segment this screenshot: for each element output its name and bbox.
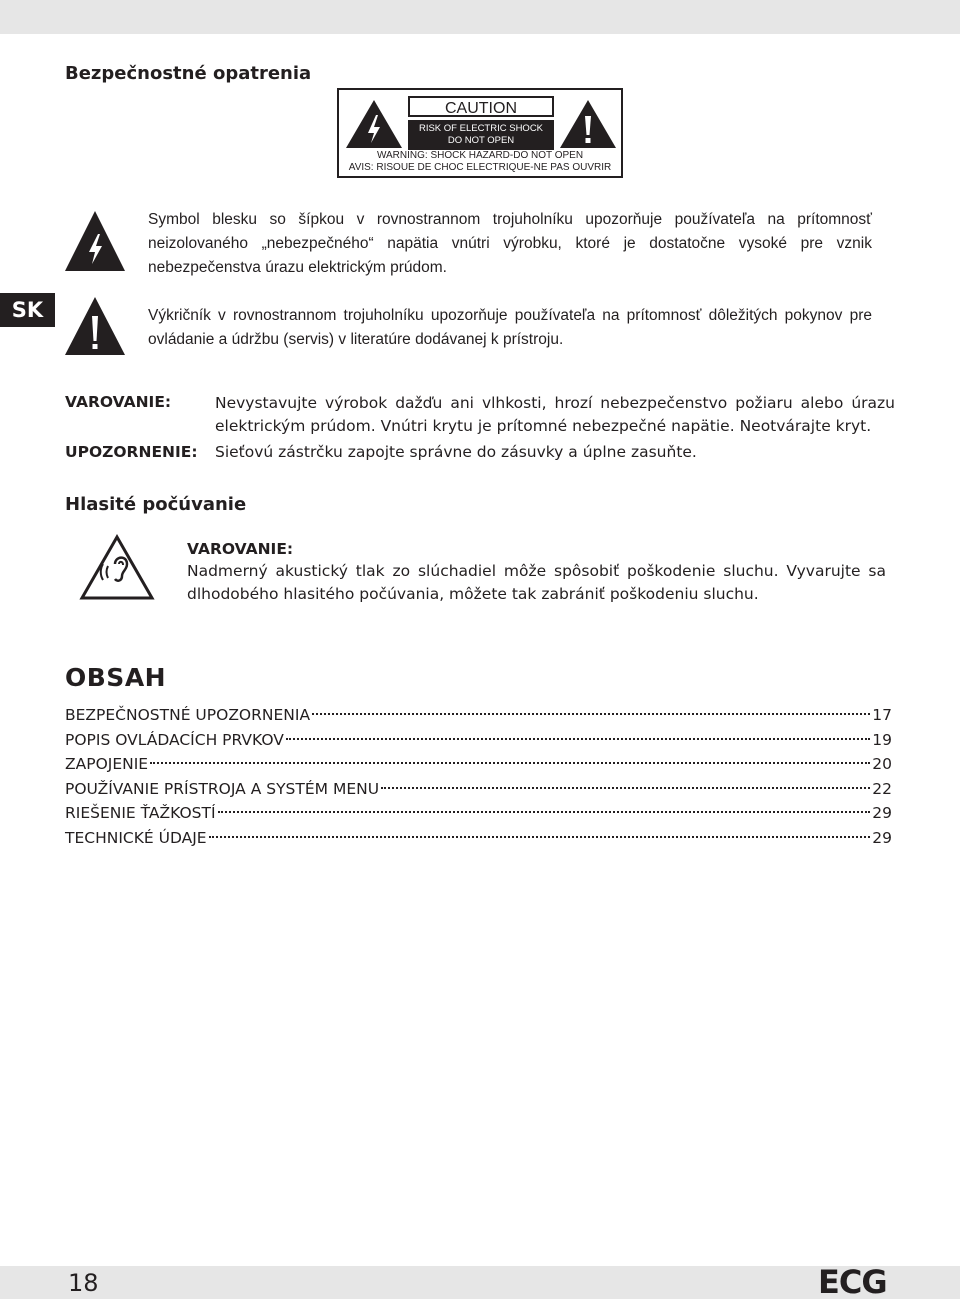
lightning-symbol-text: Symbol blesku so šípkou v rovnostrannom trojuholníku upozorňuje používateľa na prítomnosť neizolovaného „nebezpečného“ napätia vnútri výrobku, ktoré je dostatočne vysoké pre vznik nebezpečenstva úrazu elektrickým prúdom.: [148, 211, 872, 276]
varovanie-text: Nevystavujte výrobok dažďu ani vlhkosti, hrozí nebezpečenstvo požiaru alebo úrazu elektrickým prúdom. Vnútri krytu je prítomné nebezpečné napätie. Neotvárajte kryt.: [215, 394, 895, 435]
toc-leader-dots: [150, 762, 870, 764]
caution-risk-block: [408, 120, 554, 150]
toc-item-page: 29: [872, 828, 892, 847]
toc-item-page: 22: [872, 779, 892, 798]
toc-leader-dots: [209, 836, 871, 838]
toc-leader-dots: [218, 811, 871, 813]
listening-heading: Hlasité počúvanie: [65, 494, 247, 515]
exclamation-symbol-text: Výkričník v rovnostrannom trojuholníku upozorňuje používateľa na prítomnosť dôležitých pokynov pre ovládanie a údržbu (servis) v literatúre dodávanej k prístroju.: [148, 307, 872, 348]
toc-item[interactable]: [65, 728, 892, 753]
toc-leader-dots: [312, 713, 870, 715]
toc-item-label: POPIS OVLÁDACÍCH PRVKOV: [65, 730, 284, 749]
toc-leader-dots: [286, 738, 870, 740]
toc-item[interactable]: [65, 801, 892, 826]
caution-label: [337, 88, 623, 178]
caution-risk-line1: RISK OF ELECTRIC SHOCK: [418, 123, 544, 134]
caution-title: CAUTION: [408, 96, 554, 117]
caution-warning-text: [339, 150, 621, 174]
toc-item[interactable]: [65, 826, 892, 851]
page-number: 18: [68, 1269, 99, 1297]
toc-item-label: TECHNICKÉ ÚDAJE: [65, 828, 207, 847]
toc-item-label: BEZPEČNOSTNÉ UPOZORNENIA: [65, 706, 311, 724]
toc-item-page: 29: [872, 804, 892, 823]
caution-warning-line1: WARNING: SHOCK HAZARD-DO NOT OPEN: [376, 150, 584, 161]
toc-leader-dots: [381, 787, 870, 789]
brand-logo: ECG: [818, 1263, 887, 1301]
listening-warning-text: Nadmerný akustický tlak zo slúchadiel môže spôsobiť poškodenie sluchu. Vyvarujte sa dlhodobého hlasitého počúvania, môžete tak zabrániť poškodeniu sluchu.: [187, 562, 886, 603]
caution-risk-line2: DO NOT OPEN: [447, 135, 515, 146]
table-of-contents: [65, 703, 892, 851]
exclamation-triangle-icon: [559, 99, 617, 149]
upozornenie-text: Sieťovú zástrčku zapojte správne do zásuvky a úplne zasuňte.: [215, 443, 697, 461]
toc-item-page: 17: [872, 706, 892, 724]
upozornenie-label: UPOZORNENIE:: [65, 443, 198, 461]
exclamation-warning-icon: [64, 296, 126, 356]
toc-item[interactable]: [65, 703, 892, 728]
toc-item-label: RIEŠENIE ŤAŽKOSTÍ: [65, 804, 216, 823]
top-gray-bar: [0, 0, 960, 34]
toc-item-label: ZAPOJENIE: [65, 755, 149, 774]
lightning-warning-icon: [64, 210, 126, 272]
toc-item-label: POUŽÍVANIE PRÍSTROJA A SYSTÉM MENU: [65, 779, 380, 798]
toc-item[interactable]: [65, 777, 892, 802]
lightning-triangle-icon: [345, 99, 403, 149]
safety-heading: Bezpečnostné opatrenia: [65, 63, 312, 84]
toc-item-page: 19: [872, 730, 892, 749]
caution-warning-line2: AVIS: RISOUE DE CHOC ELECTRIQUE-NE PAS OUVRIR: [348, 162, 612, 173]
listening-warning-label: VAROVANIE:: [187, 540, 294, 558]
bottom-gray-bar: [0, 1266, 960, 1299]
toc-title: OBSAH: [65, 663, 167, 692]
hearing-damage-warning-icon: [79, 534, 155, 602]
toc-item[interactable]: [65, 752, 892, 777]
varovanie-label: VAROVANIE:: [65, 393, 172, 411]
toc-item-page: 20: [872, 755, 892, 774]
language-tab: SK: [0, 293, 55, 327]
